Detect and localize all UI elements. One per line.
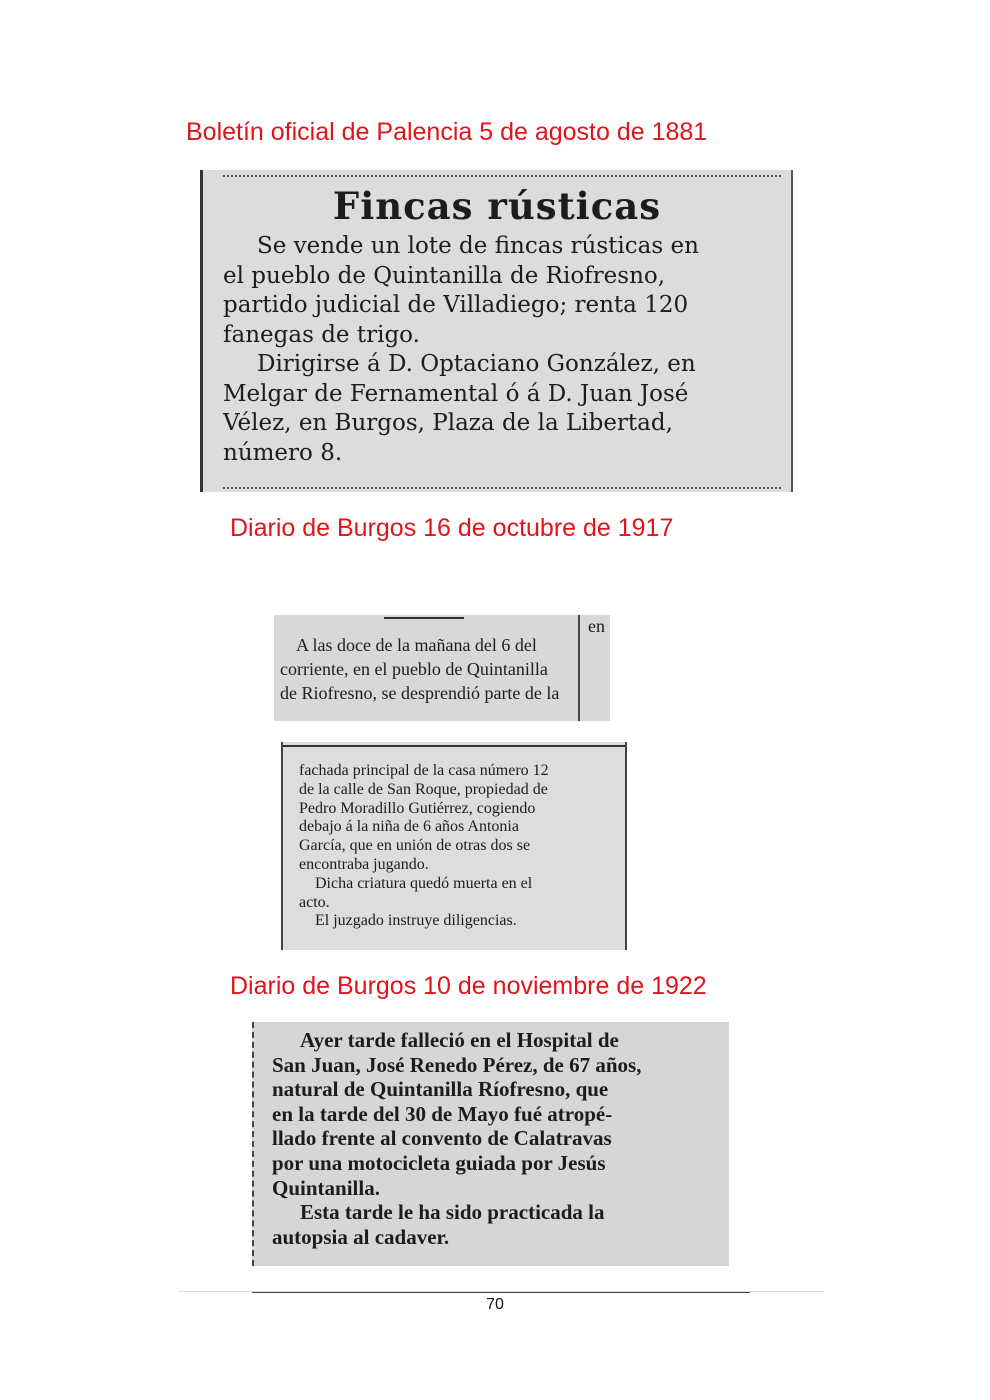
newspaper-clipping-1917-part2 — [281, 742, 627, 950]
clip-line: Pedro Moradillo Gutiérrez, cogiendo — [299, 799, 536, 817]
clip-line: El juzgado instruye diligencias. — [315, 912, 517, 930]
clip-line: Ayer tarde falleció en el Hospital de — [300, 1028, 619, 1052]
newspaper-clipping-1917-part1 — [274, 615, 610, 721]
clip-line: A las doce de la mañana del 6 del — [296, 635, 537, 655]
clip-line: Dirigirse á D. Optaciano González, en — [257, 351, 696, 377]
caption-palencia-1881: Boletín oficial de Palencia 5 de agosto de 1881 — [186, 118, 708, 146]
clip-line: número 8. — [223, 439, 343, 466]
clip-body — [299, 762, 549, 931]
clip-line: Dicha criatura quedó muerta en el — [315, 874, 533, 892]
clip-line: Melgar de Fernamental ó á D. Juan José — [223, 380, 689, 407]
clip-column-rule — [578, 615, 580, 721]
clip-line: por una motocicleta guiada por Jesús — [272, 1150, 606, 1175]
clip-line: el pueblo de Quintanilla de Riofresno, — [223, 262, 666, 289]
clip-line: acto. — [299, 893, 330, 911]
clip-line: San Juan, José Renedo Pérez, de 67 años, — [272, 1052, 642, 1077]
clip-top-rule — [384, 617, 464, 619]
page-number: 70 — [486, 1296, 504, 1313]
clip-line: corriente, en el pueblo de Quintanilla — [280, 659, 548, 679]
clip-line: encontraba jugando. — [299, 855, 429, 873]
clip-line: Quintanilla. — [272, 1175, 380, 1200]
clip-line: autopsia al cadaver. — [272, 1224, 450, 1249]
clip-side-text: en — [588, 616, 605, 636]
newspaper-clipping-fincas-rusticas — [200, 170, 793, 492]
clip-body — [280, 633, 559, 705]
clip-line: Esta tarde le ha sido practicada la — [300, 1200, 605, 1225]
clip-line: partido judicial de Villadiego; renta 120 — [223, 292, 689, 318]
clip-body — [272, 1028, 641, 1249]
clip-line: en la tarde del 30 de Mayo fué atropé- — [272, 1101, 613, 1126]
clip-heading: Fincas rústicas — [332, 184, 662, 228]
clip-line: Vélez, en Burgos, Plaza de la Libertad, — [223, 410, 673, 436]
clip-line: García, que en unión de otras dos se — [299, 837, 531, 855]
clip-line: fachada principal de la casa número 12 — [299, 762, 549, 779]
clip-bottom-rule — [223, 487, 781, 489]
caption-burgos-1917: Diario de Burgos 16 de octubre de 1917 — [230, 514, 674, 542]
clip-line: fanegas de trigo. — [223, 321, 420, 348]
clip-line: natural de Quintanilla Ríofresno, que — [272, 1077, 609, 1102]
clip-line: debajo á la niña de 6 años Antonia — [299, 818, 519, 836]
clip-body — [223, 232, 699, 468]
clip-line: Se vende un lote de fincas rústicas en — [257, 233, 699, 259]
clip-top-rule — [223, 175, 781, 177]
caption-burgos-1922: Diario de Burgos 10 de noviembre de 1922 — [230, 972, 707, 1000]
clip-top-rule — [283, 745, 625, 747]
clip-line: llado frente al convento de Calatravas — [272, 1126, 612, 1151]
clip-line: de la calle de San Roque, propiedad de — [299, 780, 548, 798]
footer-rule — [252, 1292, 750, 1293]
clip-line: de Riofresno, se desprendió parte de la — [280, 683, 560, 703]
newspaper-clipping-1922 — [252, 1022, 729, 1266]
